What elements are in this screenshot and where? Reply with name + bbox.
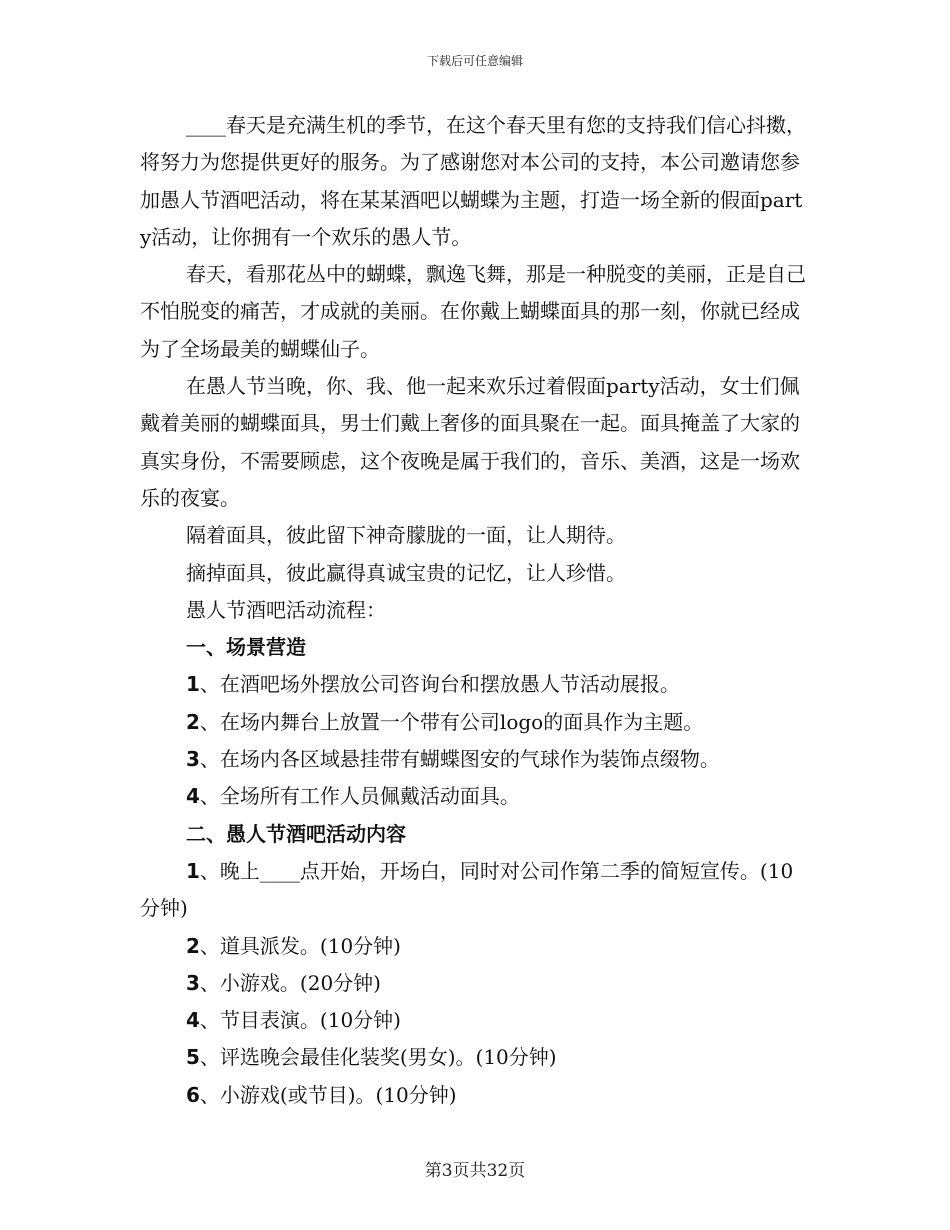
item-number: 2 <box>186 933 200 958</box>
paragraph-flow-title: 愚人节酒吧活动流程： <box>186 597 386 622</box>
list-item <box>140 965 812 1002</box>
item-text: 、节目表演。(10分钟) <box>199 1008 401 1033</box>
item-text: 、在场内各区域悬挂带有蝴蝶图安的气球作为装饰点缀物。 <box>199 747 720 772</box>
paragraph-butterfly: 春天，看那花丛中的蝴蝶，飘逸飞舞，那是一种脱变的美丽，正是自己不怕脱变的痛苦，才成就的美丽。在你戴上蝴蝶面具的那一刻，你就已经成为了全场最美的蝴蝶仙子。 <box>140 262 806 361</box>
item-text: 、评选晚会最佳化装奖(男女)。(10分钟) <box>199 1045 557 1070</box>
item-text: 、在场内舞台上放置一个带有公司logo的面具作为主题。 <box>199 709 704 734</box>
item-number: 1 <box>186 858 200 883</box>
item-text: 、晚上____点开始，开场白，同时对公司作第二季的简短宣传。(10分钟) <box>140 858 794 921</box>
item-number: 5 <box>186 1045 200 1070</box>
list-item <box>140 666 812 703</box>
item-number: 6 <box>186 1082 200 1107</box>
list-item <box>140 928 812 965</box>
item-text: 、小游戏。(20分钟) <box>199 970 381 995</box>
item-number: 4 <box>186 1008 200 1033</box>
list-item <box>140 741 812 778</box>
list-item <box>140 704 812 741</box>
list-item <box>140 778 812 815</box>
item-text: 、全场所有工作人员佩戴活动面具。 <box>199 784 520 809</box>
paragraph-evening: 在愚人节当晚，你、我、他一起来欢乐过着假面party活动，女士们佩戴着美丽的蝴蝶面具，男士们戴上奢侈的面具聚在一起。面具掩盖了大家的真实身份，不需要顾虑，这个夜晚是属于我们的，音乐、美酒，这是一场欢乐的夜宴。 <box>140 374 800 510</box>
section-heading-scene: 一、场景营造 <box>186 635 306 660</box>
paragraph-intro: ____春天是充满生机的季节，在这个春天里有您的支持我们信心抖擞，将努力为您提供更好的服务。为了感谢您对本公司的支持，本公司邀请您参加愚人节酒吧活动，将在某某酒吧以蝴蝶为主题，打造一场全新的假面party活动，让你拥有一个欢乐的愚人节。 <box>140 113 806 249</box>
list-item <box>140 853 812 928</box>
item-number: 2 <box>186 709 200 734</box>
item-number: 3 <box>186 970 200 995</box>
list-item <box>140 1002 812 1039</box>
item-number: 4 <box>186 784 200 809</box>
item-text: 、小游戏(或节目)。(10分钟) <box>199 1082 457 1107</box>
list-item <box>140 1077 812 1114</box>
list-item <box>140 1039 812 1076</box>
section-heading-content: 二、愚人节酒吧活动内容 <box>186 821 406 846</box>
page-footer: 第3页共32页 <box>424 1161 526 1181</box>
item-number: 3 <box>186 747 200 772</box>
item-text: 、道具派发。(10分钟) <box>199 933 401 958</box>
item-number: 1 <box>186 672 200 697</box>
page-header: 下载后可任意编辑 <box>426 54 523 68</box>
document-body <box>140 107 812 1114</box>
paragraph-mask-off: 摘掉面具，彼此赢得真诚宝贵的记忆，让人珍惜。 <box>186 560 626 585</box>
paragraph-mask-on: 隔着面具，彼此留下神奇朦胧的一面，让人期待。 <box>186 523 626 548</box>
item-text: 、在酒吧场外摆放公司咨询台和摆放愚人节活动展报。 <box>199 672 680 697</box>
